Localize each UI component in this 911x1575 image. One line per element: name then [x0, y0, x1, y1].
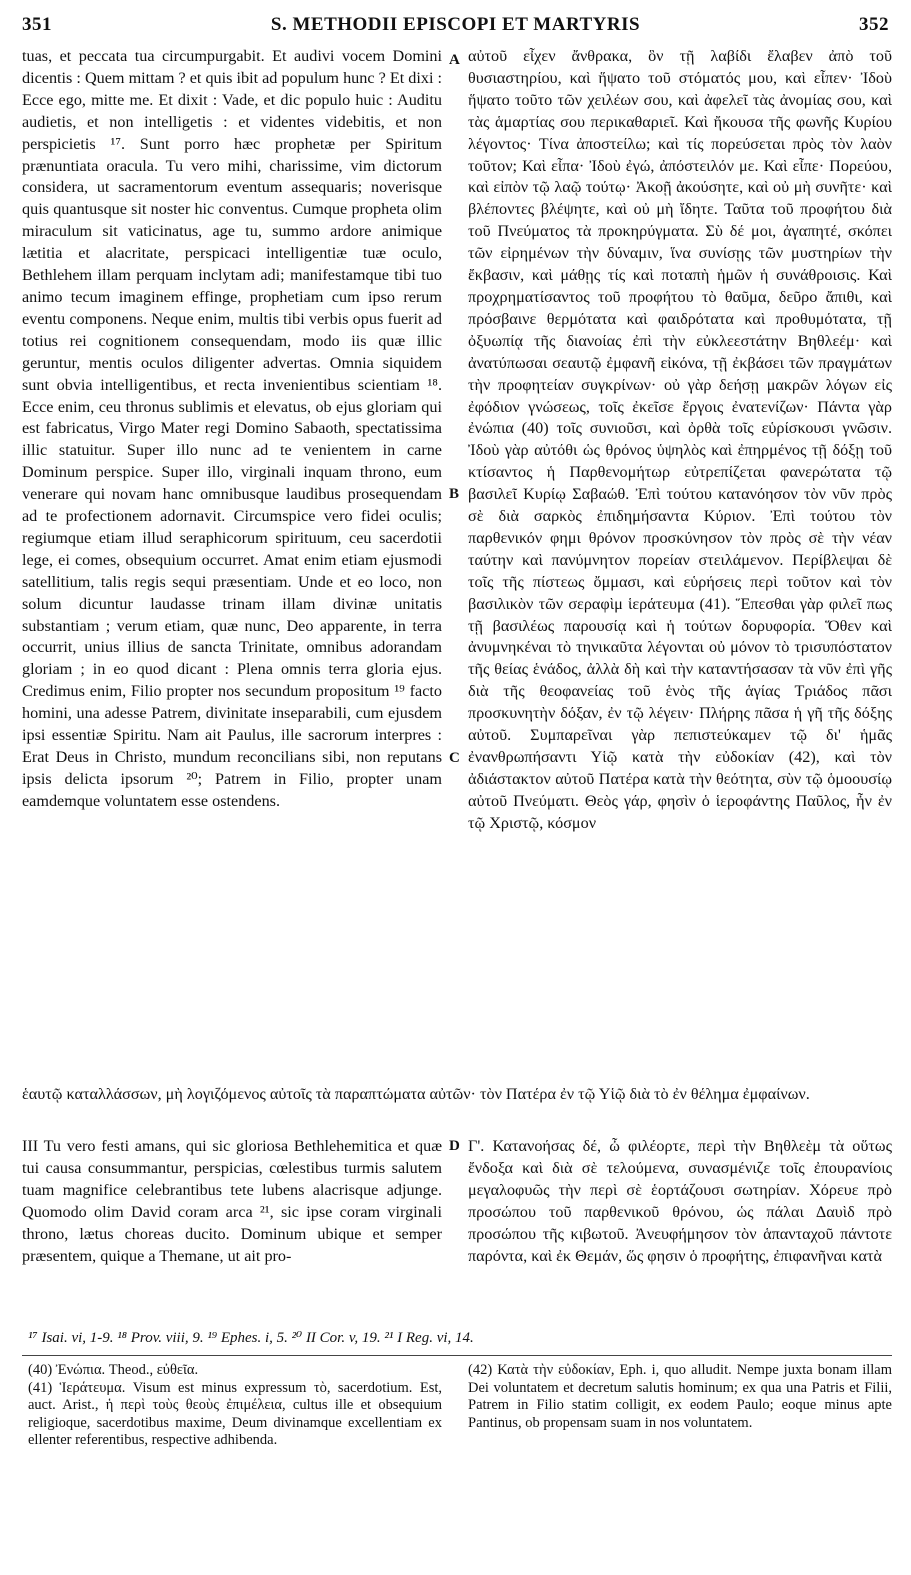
margin-mark-d: D: [449, 1138, 460, 1154]
running-title: S. METHODII EPISCOPI ET MARTYRIS: [270, 14, 641, 35]
footnote-separator: [22, 1355, 892, 1356]
page-header: [22, 14, 889, 40]
page-number-left: 351: [22, 14, 52, 35]
notes-left: [28, 1362, 442, 1450]
greek-section-3: Γ'. Κατανοήσας δέ, ὦ φιλέορτε, περὶ τὴν Βηθλεὲμ τὰ οὕτως ἔνδοξα καὶ διὰ σὲ τελούμενα, συνασμένιζε τοῖς ἐπουρανίοις μεγαλοφυῶς τὴν περὶ σὲ ἑορτάζουσι σωτηρίαν. Χόρευε πρὸ προσώπου τοῦ παρθενικοῦ θρόνου, ὡς πάλαι Δαυὶδ πρὸ προσώπου τῆς κιβωτοῦ. Ἀνευφήμησον τὸν ἁπανταχοῦ πάντοτε παρόντα, καὶ ἐκ Θεμάν, ὥς φησιν ὁ προφήτης, ἐπιφανῆναι κατὰ: [468, 1137, 892, 1265]
note-41: (41) Ἱεράτευμα. Visum est minus expressum τὸ, sacerdotium. Est, auct. Arist., ἡ περὶ τοὺς θεοὺς ἐπιμέλεια, cultus ille et obsequium religioque, sacerdotibus maxime, Deum divinamque excellentiam ex ellenter referentibus, respective adhibenda.: [28, 1379, 442, 1448]
note-42: (42) Κατὰ τὴν εὐδοκίαν, Eph. i, quo alludit. Nempe juxta bonam illam Dei voluntatem et decretum salutis hominum; ex qua una Patris et Filii, Patrem in Filio statim colligit, ex eodem Paulo; eoque minus apte Pantinus, ob propensam suam in nos voluntatem.: [468, 1362, 892, 1431]
latin-section-3: III Tu vero festi amans, qui sic gloriosa Bethlehemitica et quæ tui causa consummantur, perspicias, cœlestibus turmis salutem tuam magnifice celebrantibus tete lubens alacrisque adjunge. Quomodo olim David coram arca ²¹, sic ipse coram virginali throno, lætus choreas ducito. Dominum ubique et semper præsentem, quique a Themane, ut ait pro-: [22, 1137, 442, 1265]
greek-column: [468, 46, 892, 835]
note-40: (40) Ἐνώπια. Theod., εὐθεῖα.: [28, 1362, 199, 1378]
margin-mark-c: C: [449, 750, 460, 766]
margin-mark-a: A: [449, 52, 460, 68]
latin-paragraph: tuas, et peccata tua circumpurgabit. Et audivi vocem Domini dicentis : Quem mittam ? et quis ibit ad populum hunc ? Et dixi : Ecce ego, mitte me. Et dixit : Vade, et dic populo huic : Auditu audietis, et non intelligetis : et videntes videbitis, et non perspicietis ¹⁷. Sunt porro hæc prophetæ per Spiritum prænuntiata oracula. Tu vero mihi, charissime, vim dictorum considera, ut sacramentorum eventum assequaris; noverisque quis quantusque sit noster hic conventus. Cumque propheta olim miraculum sit vaticinatus, age tu, summo ardore animique lætitia et alacritate, perspicaci intelligentiæ tuæ oculo, Bethlehem illam perquam inclytam adi; manifestamque tibi tuo animo tecum imaginem effinge, prophetiam cum ipso rerum eventu componens. Neque enim, multis tibi verbis opus fuerit ad totius rei cognitionem consequendam, modo iis quæ illic geruntur, mentis oculos diligenter advertas. Omnia siquidem sunt obvia intelligentibus, et recta invenientibus scientiam ¹⁸. Ecce enim, ceu thronus sublimis et elevatus, ob ejus gloriam qui est fabricatus, Virgo Mater regi Domino Sabaoth, spectatissima illic statuitur. Super illo nunc ad te venientem in carne Dominum perspice. Super illo, virginali inquam throno, eum venerare qui novam hanc omnibusque laudibus prosequendam ad te profectionem adornavit. Circumspice vero fidei oculis; regiumque etiam illud seraphicorum spirituum, ceu sacerdotii lege, ei comes, obsequium occurret. Amat enim etiam ejusmodi satellitium, talis regis sequi præsentiam. Unde et eo loco, non solum dicuntur laudasse trinam illam divinæ unitatis substantiam ; verum etiam, quæ nunc, Deo apparente, in terra occurrit, unius illius de sancta Trinitate, omnibus adorandam gloriam ; in eo quod dicant : Plena omnis terra gloria ejus. Credimus enim, Filio propter nos secundum propositum ¹⁹ facto homini, una adesse Patrem, divinitate inseparabili, cum ejusdem ipsi essentiæ Spiritu. Nam ait Paulus, ille sacrorum interpres : Erat Deus in Christo, mundum reconcilians sibi, non reputans ipsis delicta ipsorum ²⁰; Patrem in Filio, propter unam eamdemque voluntatem esse ostendens.: [22, 47, 442, 810]
scripture-references: ¹⁷ Isai. vi, 1-9. ¹⁸ Prov. viii, 9. ¹⁹ Ephes. i, 5. ²⁰ II Cor. v, 19. ²¹ I Reg. vi, 14.: [28, 1330, 474, 1346]
greek-spanning-line: ἑαυτῷ καταλλάσσων, μὴ λογιζόμενος αὐτοῖς τὰ παραπτώματα αὐτῶν· τὸν Πατέρα ἐν τῷ Υἱῷ διὰ τὸ ἐν θέλημα ἐμφαίνων.: [22, 1085, 810, 1103]
greek-paragraph: αὐτοῦ εἶχεν ἄνθρακα, ὃν τῇ λαβίδι ἔλαβεν ἀπὸ τοῦ θυσιαστηρίου, καὶ ἥψατο τοῦ στόματός μου, καὶ εἶπεν· Ἰδοὺ ἥψατο τοῦτο τῶν χειλέων σου, καὶ ἀφελεῖ τὰς ἀνομίας σου, καὶ τὰς ἁμαρτίας σου περικαθαριεῖ. Καὶ ἤκουσα τῆς φωνῆς Κυρίου λέγοντος· Τίνα ἀποστείλω; καὶ τίς πορεύσεται πρὸς τὸν λαὸν τοῦτον; Καὶ εἶπα· Ἰδοὺ ἐγώ, ἀπόστειλόν με. Καὶ εἶπε· Πορεύου, καὶ εἰπὸν τῷ λαῷ τούτῳ· Ἀκοῇ ἀκούσητε, καὶ οὐ μὴ συνῆτε· καὶ βλέποντες βλέψητε, καὶ οὐ μὴ ἴδητε. Ταῦτα τοῦ προφήτου διὰ τοῦ Πνεύματος τὰ προκηρύγματα. Σὺ δέ μοι, ἀγαπητέ, σκόπει τῶν εἰρημένων τὴν δύναμιν, ἵνα συνίσῃς τῶν μυστηρίων τὴν ἔκβασιν, καὶ μάθῃς τίς καὶ ποταπὴ ἡμῶν ἡ συνάθροισις. Καὶ προχρηματίσαντος τοῦ προφήτου τὸ θαῦμα, δεῦρο ἄπιθι, καὶ πρόσβαινε θερμότατα καὶ φαιδρότατα καὶ προθυμότατα, τῇ ὀξυωπίᾳ τῆς διανοίας ἐπὶ τὴν εὐκλεεστάτην Βηθλεέμ· καὶ ἀνατύπωσαι σεαυτῷ ἐμφανῆ εἰκόνα, τῇ ἐκβάσει τῶν πραγμάτων τὴν προφητείαν συγκρίνων· οὐ γὰρ δεήσῃ μακρῶν λόγων εἰς ἐφόδιον γνώσεως, τοῖς ἐκεῖσε ἔργοις ἐνατενίζων· Πάντα γὰρ ἐνώπια (40) τοῖς συνιοῦσι, καὶ ὀρθὰ τοῖς εὑρίσκουσι γνῶσιν. Ἰδοὺ γὰρ αὐτόθι ὡς θρόνος ὑψηλὸς καὶ ἐπηρμένος τῇ δόξῃ τοῦ κτίσαντος ἡ Παρθενομήτωρ εὐτρεπίζεται φανερώτατα τῷ βασιλεῖ Κυρίῳ Σαβαώθ. Ἐπὶ τούτου κατανόησον τὸν νῦν πρὸς σὲ διὰ σαρκὸς ἐπιδημήσαντα Κύριον. Ἐπὶ τούτου τὸν παρθενικόν φημι θρόνον προσκύνησον τὸν πρὸς σὲ τὴν νέαν ταύτην καὶ πανύμνητον πορείαν στειλάμενον. Περίβλεψαι δὲ τοῖς τῆς πίστεως ὄμμασι, καὶ εὑρήσεις περὶ τοῦτον καὶ τὸν βασιλικὸν τῶν σεραφὶμ ἱεράτευμα (41). Ἕπεσθαι γὰρ φιλεῖ πως τῇ βασιλέως παρουσίᾳ καὶ ἡ τούτων δορυφορία. Ὅθεν καὶ ἀνυμνηκέναι τὸ τηνικαῦτα λέγονται οὐ μόνον τὸ τρισυπόστατον τῆς θείας ἑνάδος, ἀλλὰ δὴ καὶ τὴν καταντήσασαν τὰ νῦν ἐπὶ γῆς διὰ τῆς θεοφανείας τοῦ ἑνὸς τῆς ἁγίας Τριάδος πᾶσι προσκυνητὴν δόξαν, ἐν τῷ λέγειν· Πλήρης πᾶσα ἡ γῆ τῆς δόξης αὐτοῦ. Συμπαρεῖναι γὰρ πεπιστεύκαμεν τῷ δι' ἡμᾶς ἐνανθρωπήσαντι Υἱῷ κατὰ τὴν εὐδοκίαν (42), καὶ τὸν ἀδιάστακτον αὐτοῦ Πατέρα κατὰ τὴν θεότητα, σὺν τῷ ὁμοουσίῳ αὐτοῦ Πνεύματι. Θεὸς γάρ, φησὶν ὁ ἱεροφάντης Παῦλος, ἦν ἐν τῷ Χριστῷ, κόσμον: [468, 47, 892, 832]
page-number-right: 352: [859, 14, 889, 35]
notes-right: [468, 1362, 892, 1432]
margin-mark-b: B: [449, 486, 460, 502]
latin-column: [22, 46, 442, 813]
